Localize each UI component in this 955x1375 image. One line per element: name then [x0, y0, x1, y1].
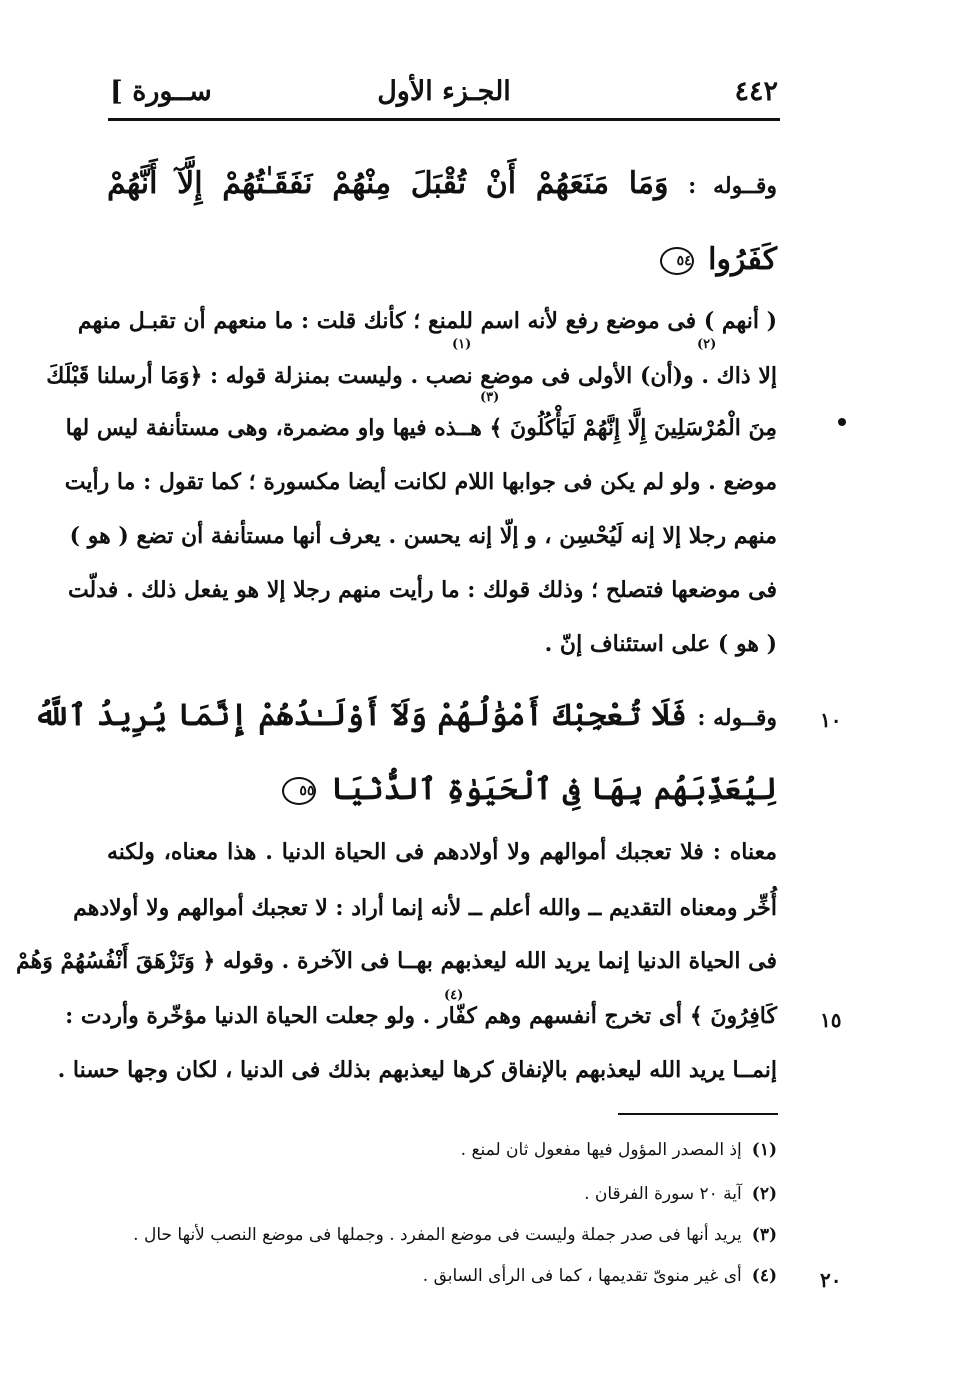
footnote: (٢)آية ٢٠ سورة الفرقان .	[584, 1184, 777, 1204]
text-line: فى موضعها فتصلح ؛ وذلك قولك : ما رأيت منهم رجلا إلا هو يفعل ذلك . فدلّت	[67, 577, 777, 603]
text-line: معناه : فلا تعجبك أموالهم ولا أولادهم فى الحياة الدنيا . هذا معناه، ولكنه	[107, 839, 777, 865]
line-marker-dot	[838, 418, 846, 426]
text-line: مِنَ الْمُرْسَلِينَ إِلَّا إِنَّهُمْ لَيَأْكُلُونَ ﴾ هــذه فيها واو مضمرة، وهى مستأنفة ليس لها	[65, 415, 777, 441]
text-line: منهم رجلا إلا إنه لَيُحْسِن ، و إلّا إنه يحسن . يعرف أنها مستأنفة أن تضع ( هو )	[69, 523, 777, 549]
section-title: [ ســورة	[110, 76, 212, 107]
verse-text: كَفَرُوا	[708, 242, 777, 277]
verse-text: لِيُعَذِّبَهُم بِهَا فِى ٱلْحَيَوٰةِ ٱلدُّنْيَا	[330, 772, 777, 807]
footnote: (٤)أى غير منوىّ تقديمها ، كما فى الرأى السابق .	[422, 1266, 777, 1286]
verse-line	[107, 160, 777, 210]
footnote-rule	[618, 1113, 778, 1115]
text-line: ( هو ) على استئناف إنّ .	[544, 631, 777, 657]
text-line: إلا ذاك . و(أن) الأولى فى موضع نصب . وليست بمنزلة قوله : ﴿وَمَا أرسلنا قَبْلَكَ	[46, 363, 777, 389]
footnote-marker: (٣)	[480, 390, 500, 405]
line-number: ١٥	[820, 1008, 842, 1032]
footnote: (١)إذ المصدر المؤول فيها مفعول ثان لمنع .	[460, 1140, 777, 1160]
header-rule	[108, 118, 780, 121]
verse-label: وقــوله :	[697, 705, 777, 731]
part-title: الجـزء الأول	[377, 76, 511, 107]
footnote-marker: (٢)	[697, 337, 717, 352]
text-line: فى الحياة الدنيا إنما يريد الله ليعذبهم بهــا فى الآخرة . وقوله ﴿ وَتَزْهَقَ أَنْفُسُهُمْ وَهُمْ	[15, 948, 777, 974]
verse-line	[107, 236, 777, 284]
text-line: ( أنهم ) فى موضع رفع لأنه اسم للمنع ؛ كأنك قلت : ما منعهم أن تقبـل منهم	[77, 308, 777, 334]
text-line: إنمــا يريد الله ليعذبهم بالإنفاق كرها ليعذبهم بذلك فى الدنيا ، لكان وجها حسنا .	[57, 1057, 777, 1083]
line-number: ١٠	[820, 708, 842, 732]
verse-line	[33, 692, 777, 742]
text-line: أُخِّر ومعناه التقديم ــ والله أعلم ــ لأنه إنما أراد : لا تعجبك أموالهم ولا أولادهم	[73, 895, 777, 921]
ayah-number-icon: ٥٤	[660, 247, 694, 275]
footnote-marker: (١)	[452, 337, 472, 352]
verse-text: وَمَا مَنَعَهُمْ أَنْ تُقْبَلَ مِنْهُمْ نَفَقَـٰتُهُمْ إِلَّآ أَنَّهُمْ	[107, 166, 669, 201]
verse-label: وقــوله :	[688, 173, 777, 199]
verse-text: فَلَا تُعْجِبْكَ أَمْوَٰلُهُمْ وَلَآ أَوْلَـٰدُهُمْ إِنَّمَا يُرِيدُ ٱللَّهُ	[33, 698, 687, 733]
text-line: موضع . ولو لم يكن فى جوابها اللام لكانت أيضا مكسورة ؛ كما تقول : ما رأيت	[64, 469, 777, 495]
page-header	[110, 70, 778, 120]
page-number: ٤٤٢	[734, 76, 778, 107]
ayah-number-icon: ٥٥	[282, 777, 316, 805]
line-number: ٢٠	[820, 1268, 842, 1292]
text-line: كَافِرُونَ ﴾ أى تخرج أنفسهم وهم كفّار . ولو جعلت الحياة الدنيا مؤخّرة وأردت :	[65, 1003, 777, 1029]
footnote: (٣)يريد أنها فى صدر جملة وليست فى موضع المفرد . وجملها فى موضع النصب لأنها حال .	[133, 1225, 777, 1245]
footnote-marker: (٤)	[444, 988, 464, 1003]
verse-line	[107, 766, 777, 814]
